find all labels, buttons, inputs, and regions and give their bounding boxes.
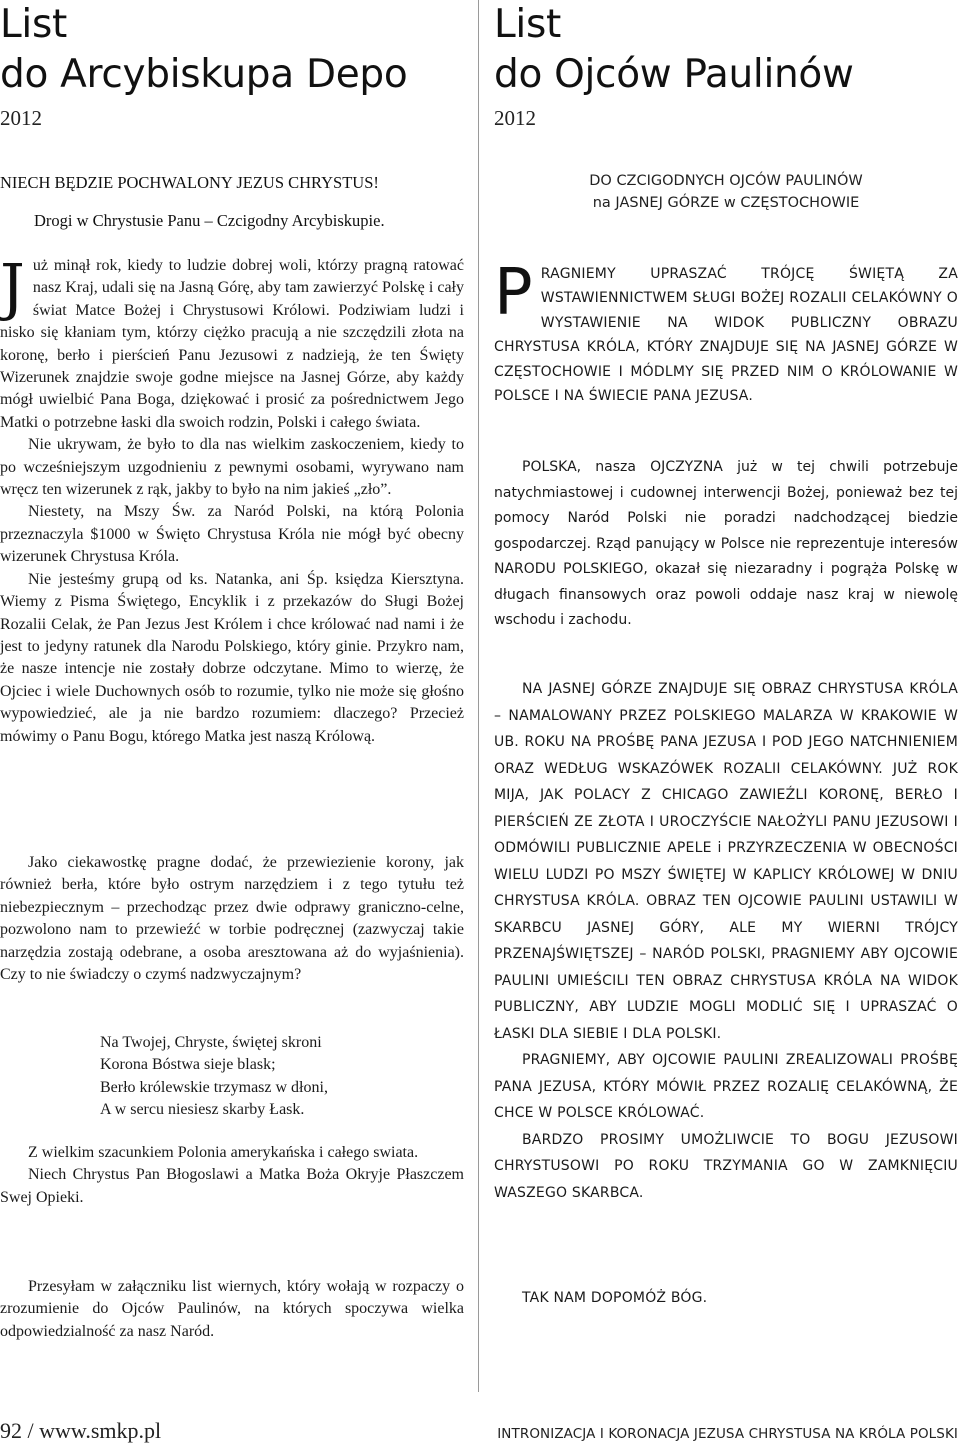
poem-line: Na Twojej, Chryste, świętej skroni bbox=[100, 1034, 322, 1051]
right-title-line2: do Ojców Paulinów bbox=[494, 52, 854, 97]
left-paragraph-2: Nie ukrywam, że było to dla nas wielkim zaskoczeniem, kiedy to po wcześniejszym uzgodnieniu z pewnymi osobami, wyrywano nam wręcz ten wizerunek z rąk, jakby to było na nim jakieś „zło”. bbox=[0, 436, 464, 499]
left-paragraph-1-text: uż minął rok, kiedy to ludzie dobrej woli, którzy pragną ratować nasz Kraj, udali się na Jasną Górę, aby tam zawierzyć Polskę i cały świat Matce Bożej i Chrystusowi Królowi. Podziwiam ludzi i nisko się kłaniam tym, którzy ciężko pracują a nie szczędzili złota na koronę, berło i pierścień Panu Jezusowi z nadzieją, że ten Święty Wizerunek znajdzie swoje godne miejsce na Jasnej Górze, aby każdy mógł uwielbić Pana Boga, dziękować i prosić za pośrednictwem Jego Matki o potrzebne łaski dla swoich rodzin, Polski i całego świata. bbox=[0, 257, 464, 431]
left-title-line1: List bbox=[0, 2, 67, 47]
right-paragraph-1-block bbox=[494, 256, 958, 408]
left-paragraph-3: Niestety, na Mszy Św. za Naród Polski, na którą Polonia przeznaczyla $1000 w Święto Chrystusa Króla nie mógł być obecny wizerunek Chrystusa Króla. bbox=[0, 503, 464, 566]
right-dropcap: P bbox=[494, 256, 533, 330]
right-title-line1: List bbox=[494, 2, 561, 47]
right-paragraph-2-block bbox=[494, 455, 958, 634]
right-paragraph-3-block bbox=[494, 676, 958, 1206]
footer-separator: / bbox=[27, 1418, 34, 1443]
left-paragraph-1 bbox=[0, 250, 464, 434]
right-paragraph-3: NA JASNEJ GÓRZE ZNAJDUJE SIĘ OBRAZ CHRYSTUSA KRÓLA – NAMALOWANY PRZEZ POLSKIEGO MALARZA W KRAKOWIE W UB. ROKU NA PROŚBĘ PANA JEZUSA I POD JEGO NATCHNIENIEM ORAZ WEDŁUG WSKAZÓWEK ROZALII CELAKÓWNY. JUŻ ROK MIJA, JAK POLACY Z CHICAGO ZAWIEŹLI KORONĘ, BERŁO I PIERŚCIEŃ ZE ZŁOTA I UROCZYŚCIE NAŁOŻYLI PANU JEZUSOWI I ODMÓWILI PUBLICZNIE APELE i PRZYRZECZENIA W OBECNOŚCI WIELU LUDZI PO MSZY ŚWIĘTEJ W KAPLICY KRÓLOWEJ W DNIU CHRYSTUSA KRÓLA. OBRAZ TEN OJCOWIE PAULINI USTAWILI W SKARBCU JASNEJ GÓRY, ALE MY WIERNI TRÓJCY PRZENAJŚWIĘTSZEJ – NARÓD POLSKI, PRAGNIEMY ABY OJCOWIE PAULINI UMIEŚCILI TEN OBRAZ CHRYSTUSA KRÓLA NA WIDOK PUBLICZNY, ABY LUDZIE MOGLI MODLIĆ SIĘ I UPRASZAĆ O ŁASKI DLA SIEBIE I DLA POLSKI. bbox=[494, 681, 958, 1042]
left-title bbox=[0, 0, 466, 100]
footer-site-link[interactable]: www.smkp.pl bbox=[39, 1418, 162, 1443]
page-number: 92 bbox=[0, 1418, 22, 1443]
right-paragraph-1-text: RAGNIEMY UPRASZAĆ TRÓJCĘ ŚWIĘTĄ ZA WSTAWIENNICTWEM SŁUGI BOŻEJ ROZALII CELAKÓWNY O WYSTAWIENIE NA WIDOK PUBLICZNY OBRAZU CHRYSTUSA KRÓLA, KTÓRY ZNAJDUJE SIĘ NA JASNEJ GÓRZE W CZĘSTOCHOWIE I MÓDLMY SIĘ PRZED NIM O KRÓLOWANIE W POLSCE I NA ŚWIECIE PANA JEZUSA. bbox=[494, 266, 958, 405]
left-letter-body-2 bbox=[0, 852, 464, 986]
right-title bbox=[494, 0, 958, 100]
left-title-line2: do Arcybiskupa Depo bbox=[0, 52, 408, 97]
left-attachment-note bbox=[0, 1276, 464, 1343]
footer-page-info bbox=[0, 1418, 161, 1444]
poem-line: Korona Bóstwa sieje blask; bbox=[100, 1056, 276, 1074]
left-paragraph-4: Nie jesteśmy grupą od ks. Natanka, ani Śp. księdza Kiersztyna. Wiemy z Pisma Świętego, Encyklik i z przekazów do Sługi Bożej Rozalii Celak, że Pan Jezus Jest Królem i chce królować nad nami i że jest to jedyny ratunek dla Narodu Polskiego, który ginie. Przykro nam, że nasze intencje nie zostały dobrze odczytane. Mimo to wierzę, że Ojciec i wiele Duchownych osób to rozumie, tylko nie może się głośno wypowiedzieć, ale ja nie bardzo rozumiem: dlaczego? Przecież mówimy o Panu Bogu, którego Matka jest naszą Królową. bbox=[0, 570, 464, 745]
right-column bbox=[494, 0, 958, 1306]
left-salutation: Drogi w Chrystusie Panu – Czcigodny Arcybiskupie. bbox=[34, 211, 385, 230]
left-paragraph-5: Jako ciekawostkę pragne dodać, że przewiezienie korony, jak również berła, które było ostrym narzędziem i z tego tytułu też niebezpiecznym – przechodząc przez dwie odprawy graniczno-celne, pozwolono nam to przewieźć w torbie podręcznej (zazwyczaj takie narzędzia zostają odebrane, a osoba aresztowana aż do wyjaśnienia). Czy to nie świadczy o czymś nadzwyczajnym? bbox=[0, 854, 464, 984]
left-dropcap: J bbox=[0, 250, 25, 323]
right-address-line2: na JASNEJ GÓRZE w CZĘSTOCHOWIE bbox=[592, 195, 860, 211]
right-paragraph-2: POLSKA, nasza OJCZYZNA już w tej chwili potrzebuje natychmiastowej i cudownej interwencji Bożej, ponieważ bez tej pomocy Naród Polski nie poradzi nadchodzącej biedzie gospodarczej. Rząd panujący w Polsce nie reprezentuje interesów NARODU POLSKIEGO, okazał się niezaradny i pogrąża Polskę w długach finansowych oraz powoli oddaje nasz kraj w niewolę wschodu i zachodu. bbox=[494, 459, 958, 628]
right-year: 2012 bbox=[494, 106, 536, 130]
left-column bbox=[0, 0, 466, 1340]
poem-line: A w sercu niesiesz skarby Łask. bbox=[100, 1101, 305, 1119]
left-letter-body bbox=[0, 250, 464, 748]
right-paragraph-1 bbox=[494, 256, 958, 408]
right-paragraph-5: BARDZO PROSIMY UMOŻLIWCIE TO BOGU JEZUSOWI CHRYSTUSOWI PO ROKU TRZYMANIA GO W ZAMKNIĘCIU WASZEGO SKARBCA. bbox=[494, 1131, 958, 1201]
poem bbox=[100, 1032, 328, 1122]
left-paragraph-8: Przesyłam w załączniku list wiernych, który wołają w rozpaczy o zrozumienie do Ojców Paulinów, na których spoczywa wielka odpowiedzialność za nasz Naród. bbox=[0, 1278, 464, 1340]
left-year: 2012 bbox=[0, 106, 42, 130]
left-closing bbox=[0, 1142, 464, 1209]
column-divider bbox=[478, 0, 479, 1392]
left-paragraph-6: Z wielkim szacunkiem Polonia amerykańska i całego swiata. bbox=[28, 1144, 419, 1161]
footer-running-title: INTRONIZACJA I KORONACJA JEZUSA CHRYSTUSA NA KRÓLA POLSKI bbox=[497, 1426, 958, 1442]
right-closing-block bbox=[522, 1286, 958, 1310]
left-greeting: NIECH BĘDZIE POCHWALONY JEZUS CHRYSTUS! bbox=[0, 173, 379, 192]
right-address bbox=[494, 170, 958, 214]
poem-line: Berło królewskie trzymasz w dłoni, bbox=[100, 1078, 328, 1096]
right-paragraph-4: PRAGNIEMY, ABY OJCOWIE PAULINI ZREALIZOWALI PROŚBĘ PANA JEZUSA, KTÓRY MÓWIŁ PRZEZ ROZALIĘ CELAKÓWNĄ, ŻE CHCE W POLSCE KRÓLOWAĆ. bbox=[494, 1052, 958, 1121]
right-address-line1: DO CZCIGODNYCH OJCÓW PAULINÓW bbox=[589, 173, 863, 189]
right-paragraph-6: TAK NAM DOPOMÓŻ BÓG. bbox=[522, 1290, 708, 1306]
left-paragraph-7: Niech Chrystus Pan Błogoslawi a Matka Boża Okryje Płaszczem Swej Opieki. bbox=[0, 1166, 464, 1206]
